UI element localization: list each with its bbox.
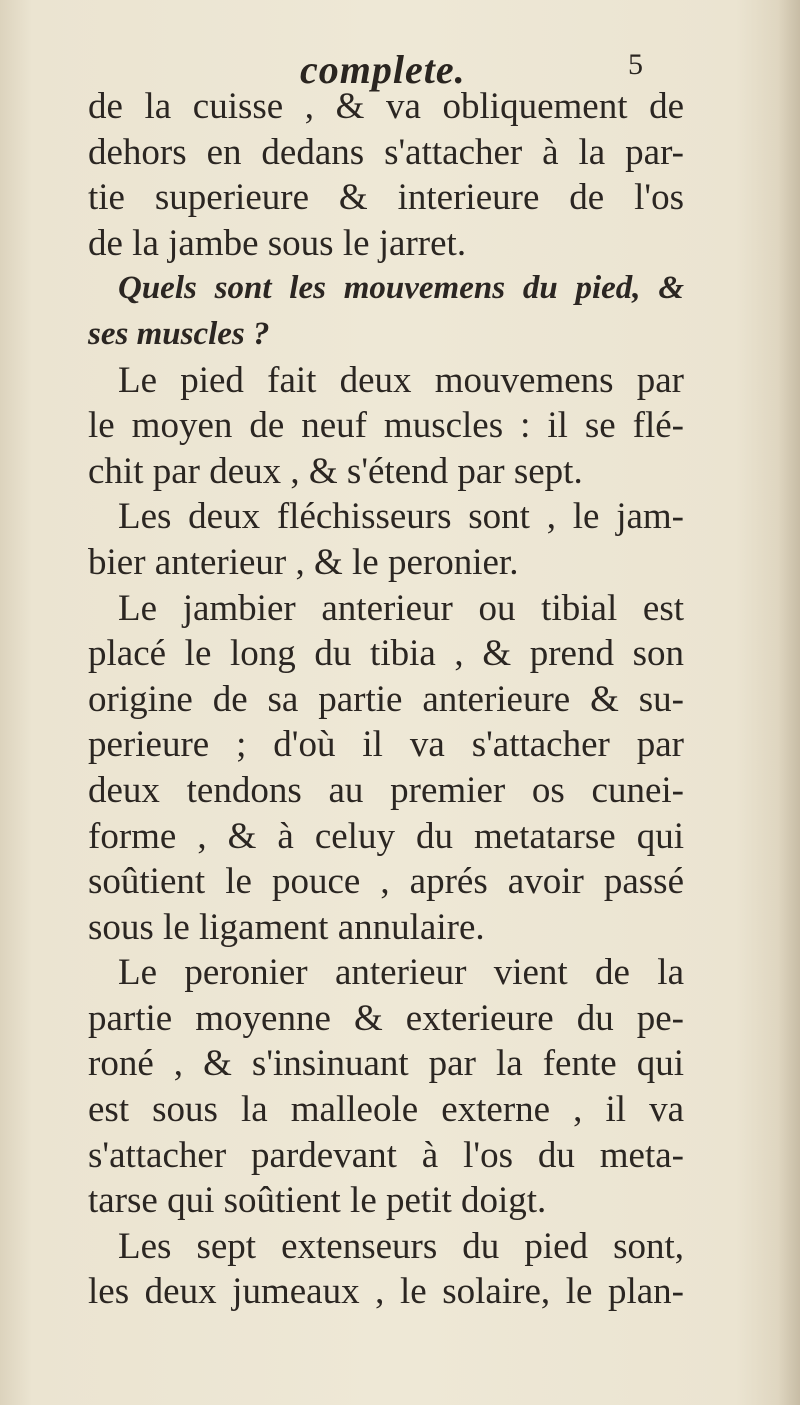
text-line: bier anterieur , & le peronier.	[88, 541, 519, 583]
text-line: est sous la malleole externe , il va	[88, 1089, 684, 1131]
text-line: Le jambier anterieur ou tibial est	[118, 587, 684, 629]
text-line: Le peronier anterieur vient de la	[118, 952, 684, 994]
paragraph	[88, 358, 684, 495]
text-line: tie superieure & interieure de l'os	[88, 177, 684, 219]
text-line: de la cuisse , & va obliquement de	[88, 86, 684, 127]
text-line: forme , & à celuy du metatarse qui	[88, 815, 684, 857]
text-line: le moyen de neuf muscles : il se flé-	[88, 405, 684, 447]
text-line: Quels sont les mouvemens du pied, &	[118, 270, 684, 307]
paragraph	[88, 950, 684, 1224]
running-head: complete.	[300, 47, 466, 92]
body-text	[88, 84, 684, 1315]
text-line: sous le ligament annulaire.	[88, 906, 485, 948]
text-line: roné , & s'insinuant par la fente qui	[88, 1043, 684, 1085]
text-line: origine de sa partie anterieure & su-	[88, 678, 684, 720]
text-line: les deux jumeaux , le solaire, le plan-	[88, 1271, 684, 1313]
text-line: Les deux fléchisseurs sont , le jam-	[118, 496, 684, 538]
text-line: tarse qui soûtient le petit doigt.	[88, 1180, 547, 1222]
paragraph	[88, 494, 684, 585]
text-line: Le pied fait deux mouvemens par	[118, 359, 684, 401]
text-line: chit par deux , & s'étend par sept.	[88, 450, 583, 492]
paragraph	[88, 84, 684, 266]
question-paragraph	[88, 266, 684, 357]
text-line: placé le long du tibia , & prend son	[88, 633, 684, 675]
paragraph	[88, 1224, 684, 1315]
paragraph	[88, 586, 684, 951]
text-line: ses muscles ?	[88, 315, 270, 352]
text-line: dehors en dedans s'attacher à la par-	[88, 131, 684, 173]
page-number: 5	[628, 48, 643, 81]
text-line: partie moyenne & exterieure du pe-	[88, 997, 684, 1039]
text-line: perieure ; d'où il va s'attacher par	[88, 724, 684, 766]
text-line: de la jambe sous le jarret.	[88, 222, 467, 264]
text-line: deux tendons au premier os cunei-	[88, 769, 684, 811]
page-edge-shadow	[778, 0, 800, 1405]
text-line: Les sept extenseurs du pied sont,	[118, 1225, 684, 1267]
text-line: soûtient le pouce , aprés avoir passé	[88, 861, 684, 903]
text-line: s'attacher pardevant à l'os du meta-	[88, 1134, 684, 1176]
